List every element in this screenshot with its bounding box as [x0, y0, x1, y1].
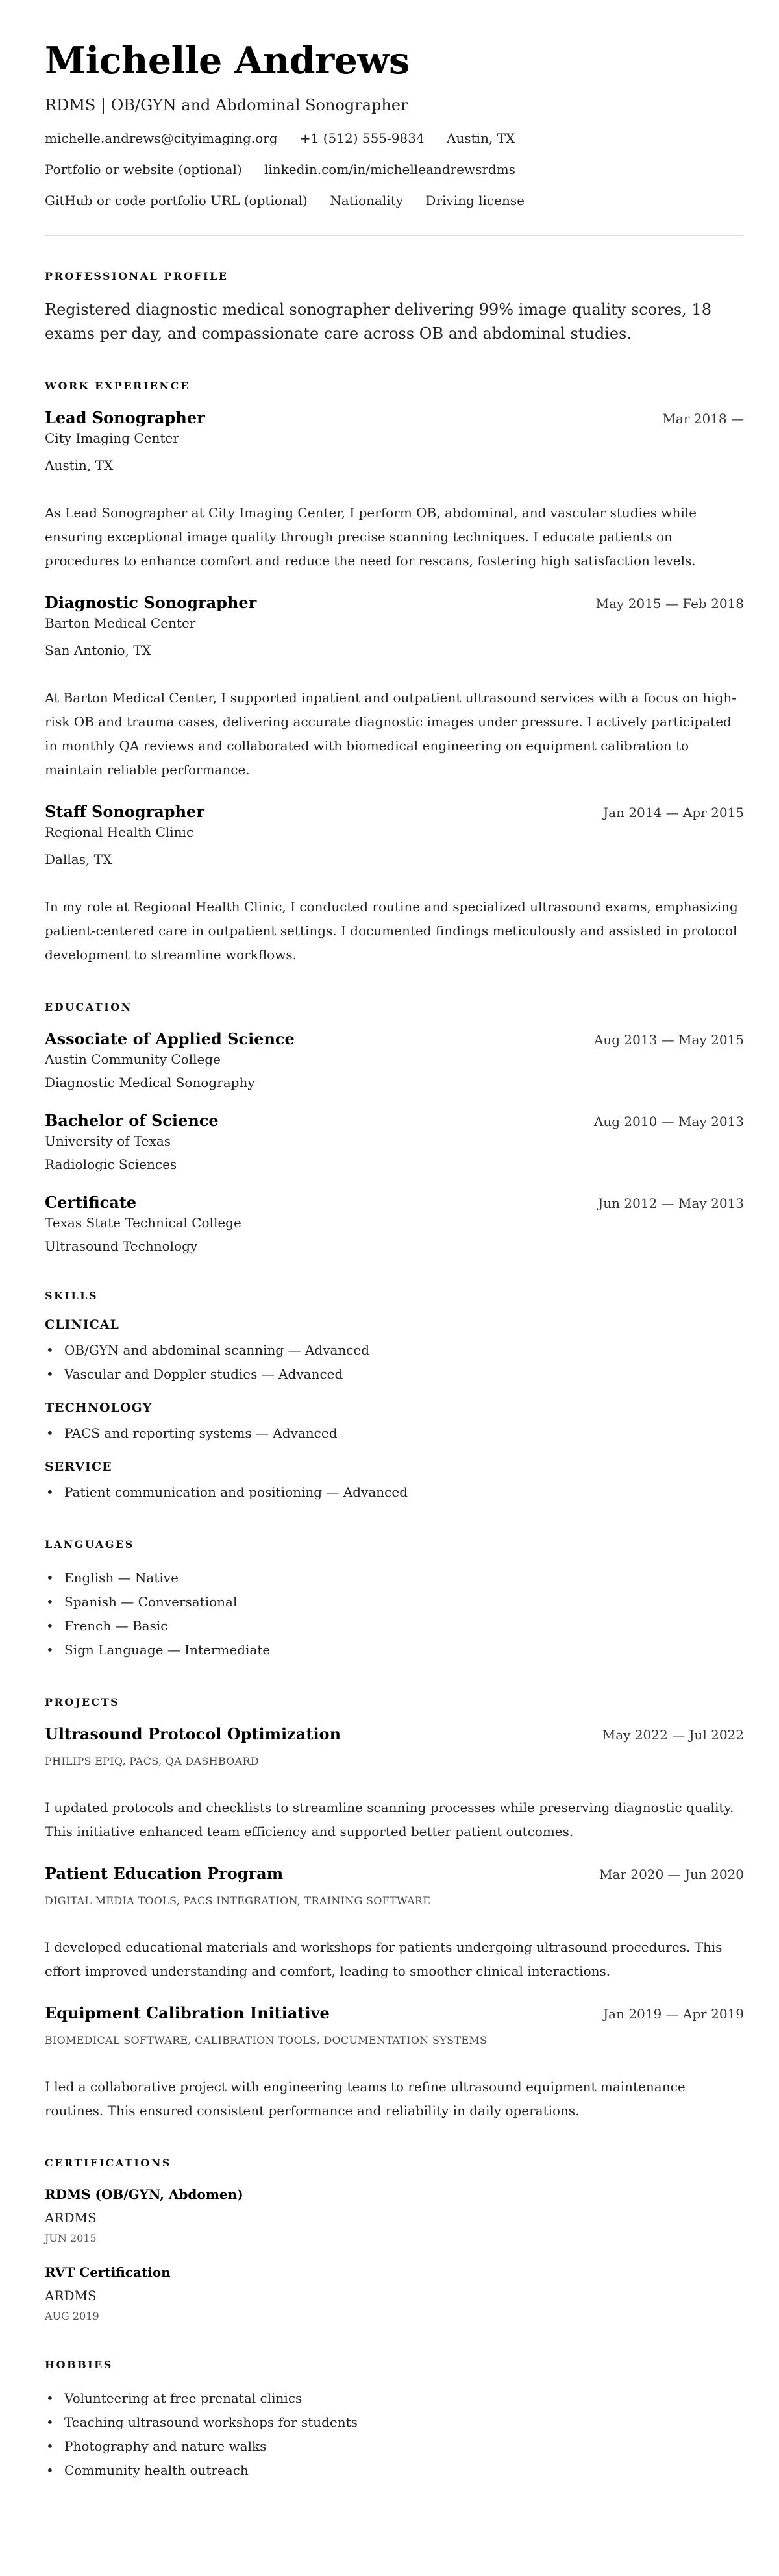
certifications-section	[45, 2157, 744, 2325]
education-entry	[45, 1192, 744, 1256]
entry-header	[45, 2003, 744, 2024]
section-heading: EDUCATION	[45, 1001, 132, 1013]
field-of-study: Ultrasound Technology	[45, 1238, 198, 1254]
hobbies-section	[45, 2359, 744, 2483]
hobby-item: • Photography and nature walks	[45, 2435, 744, 2459]
driving-license: Driving license	[425, 193, 525, 208]
project-description: I led a collaborative project with engineering teams to refine ultrasound equipment maintenance routines. This ensured consistent performance and reliability in daily operations.	[45, 2079, 686, 2118]
skill-category: SERVICE	[45, 1460, 112, 1474]
language-item: • Spanish — Conversational	[45, 1590, 744, 1614]
job-dates: Mar 2018 —	[662, 411, 744, 426]
projects-list	[45, 1724, 744, 2123]
certification-date: AUG 2019	[45, 2310, 99, 2322]
job-dates: Jan 2014 — Apr 2015	[603, 805, 744, 820]
project-name: Ultrasound Protocol Optimization	[45, 1724, 341, 1743]
project-name: Equipment Calibration Initiative	[45, 2004, 330, 2022]
skill-list	[45, 1480, 744, 1504]
entry-header	[45, 1863, 744, 1884]
project-dates: May 2022 — Jul 2022	[602, 1727, 744, 1743]
project-dates: Jan 2019 — Apr 2019	[603, 2006, 744, 2022]
skill-category: TECHNOLOGY	[45, 1401, 153, 1415]
contact-row	[45, 161, 744, 178]
section-heading: SKILLS	[45, 1290, 98, 1302]
company-name: Regional Health Clinic	[45, 824, 194, 840]
job-dates: May 2015 — Feb 2018	[595, 596, 744, 611]
degree: Certificate	[45, 1193, 137, 1212]
education-dates: Jun 2012 — May 2013	[598, 1196, 744, 1211]
certification-date: JUN 2015	[45, 2232, 97, 2244]
certification-issuer: ARDMS	[45, 2210, 97, 2226]
education-dates: Aug 2013 — May 2015	[593, 1032, 744, 1048]
profile-section	[45, 270, 744, 346]
languages-section	[45, 1538, 744, 1662]
contact-row	[45, 192, 744, 209]
email-link[interactable]: michelle.andrews@cityimaging.org	[45, 130, 278, 146]
job-location: Dallas, TX	[45, 852, 112, 867]
experience-entry	[45, 802, 744, 967]
job-title: Diagnostic Sonographer	[45, 593, 257, 612]
experience-section	[45, 380, 744, 967]
job-description: In my role at Regional Health Clinic, I conducted routine and specialized ultrasound exams, emphasizing patient-centered care in outpatient settings. I documented findings meticulously and assisted in protocol development to streamline workflows.	[45, 899, 738, 963]
certification-name: RDMS (OB/GYN, Abdomen)	[45, 2187, 243, 2202]
skills-list	[45, 1318, 744, 1504]
certification-name: RVT Certification	[45, 2264, 171, 2280]
contact-row	[45, 130, 744, 147]
certification-issuer: ARDMS	[45, 2288, 97, 2303]
education-dates: Aug 2010 — May 2013	[593, 1114, 744, 1129]
school-name: Texas State Technical College	[45, 1215, 241, 1231]
candidate-name: Michelle Andrews	[45, 39, 410, 82]
project-description: I developed educational materials and workshops for patients undergoing ultrasound procedures. This effort improved understanding and comfort, leading to smoother clinical interactions.	[45, 1939, 723, 1979]
projects-section	[45, 1696, 744, 2123]
project-tech: PHILIPS EPIQ, PACS, QA DASHBOARD	[45, 1755, 259, 1767]
skill-item: • Vascular and Doppler studies — Advanced	[45, 1362, 744, 1386]
section-heading: HOBBIES	[45, 2359, 113, 2371]
hobby-item: • Volunteering at free prenatal clinics	[45, 2386, 744, 2410]
header-divider	[45, 235, 744, 236]
project-entry	[45, 1863, 744, 1983]
education-list	[45, 1029, 744, 1256]
degree: Bachelor of Science	[45, 1111, 219, 1130]
portfolio-link[interactable]: Portfolio or website (optional)	[45, 162, 242, 177]
experience-entry	[45, 593, 744, 782]
profile-text: Registered diagnostic medical sonographer delivering 99% image quality scores, 18 exams per day, and compassionate care across OB and abdominal studies.	[45, 301, 711, 343]
skill-category: CLINICAL	[45, 1318, 119, 1332]
education-entry	[45, 1110, 744, 1174]
languages-list	[45, 1566, 744, 1662]
hobby-item: • Teaching ultrasound workshops for students	[45, 2410, 744, 2435]
school-name: University of Texas	[45, 1133, 171, 1149]
project-description: I updated protocols and checklists to streamline scanning processes while preserving diagnostic quality. This initiative enhanced team efficiency and supported better patient outcomes.	[45, 1800, 734, 1839]
certification-entry	[45, 2263, 744, 2325]
hobby-item: • Community health outreach	[45, 2459, 744, 2483]
section-heading: LANGUAGES	[45, 1538, 134, 1551]
certifications-list	[45, 2185, 744, 2325]
degree: Associate of Applied Science	[45, 1029, 295, 1048]
entry-header	[45, 1110, 744, 1131]
skill-item: • Patient communication and positioning — Advanced	[45, 1480, 744, 1504]
field-of-study: Radiologic Sciences	[45, 1157, 177, 1172]
hobbies-list	[45, 2386, 744, 2483]
entry-header	[45, 593, 744, 613]
section-heading: WORK EXPERIENCE	[45, 380, 190, 392]
project-name: Patient Education Program	[45, 1864, 284, 1883]
entry-header	[45, 408, 744, 428]
entry-header	[45, 802, 744, 822]
language-item: • English — Native	[45, 1566, 744, 1590]
language-item: • French — Basic	[45, 1614, 744, 1638]
location: Austin, TX	[447, 130, 515, 146]
education-entry	[45, 1029, 744, 1092]
skill-item: • PACS and reporting systems — Advanced	[45, 1421, 744, 1445]
certification-entry	[45, 2185, 744, 2247]
company-name: City Imaging Center	[45, 430, 179, 446]
job-description: At Barton Medical Center, I supported inpatient and outpatient ultrasound services with a focus on high-risk OB and trauma cases, delivering accurate diagnostic images under pressure. I actively participated in monthly QA reviews and collaborated with biomedical engineering on equipment calibration to maintain reliable performance.	[45, 690, 736, 778]
project-tech: BIOMEDICAL SOFTWARE, CALIBRATION TOOLS, DOCUMENTATION SYSTEMS	[45, 2034, 488, 2046]
entry-header	[45, 1029, 744, 1049]
github-link[interactable]: GitHub or code portfolio URL (optional)	[45, 193, 308, 208]
entry-header	[45, 1724, 744, 1745]
company-name: Barton Medical Center	[45, 615, 196, 631]
skill-item: • OB/GYN and abdominal scanning — Advanced	[45, 1338, 744, 1362]
project-entry	[45, 2003, 744, 2123]
language-item: • Sign Language — Intermediate	[45, 1638, 744, 1662]
entry-header	[45, 1192, 744, 1213]
skill-list	[45, 1421, 744, 1445]
phone: +1 (512) 555-9834	[299, 130, 425, 146]
project-tech: DIGITAL MEDIA TOOLS, PACS INTEGRATION, TRAINING SOFTWARE	[45, 1895, 431, 1907]
section-heading: PROJECTS	[45, 1696, 120, 1708]
section-heading: CERTIFICATIONS	[45, 2157, 171, 2169]
experience-list	[45, 408, 744, 967]
job-title: Lead Sonographer	[45, 408, 205, 427]
candidate-title: RDMS | OB/GYN and Abdominal Sonographer	[45, 96, 408, 114]
job-location: San Antonio, TX	[45, 643, 151, 658]
experience-entry	[45, 408, 744, 573]
project-dates: Mar 2020 — Jun 2020	[599, 1867, 744, 1882]
school-name: Austin Community College	[45, 1051, 221, 1067]
job-location: Austin, TX	[45, 458, 114, 473]
field-of-study: Diagnostic Medical Sonography	[45, 1075, 255, 1090]
job-title: Staff Sonographer	[45, 802, 204, 821]
skills-section	[45, 1290, 744, 1504]
education-section	[45, 1001, 744, 1256]
job-description: As Lead Sonographer at City Imaging Center, I perform OB, abdominal, and vascular studies while ensuring exceptional image quality through precise scanning techniques. I educate patients on procedures to enhance comfort and reduce the need for rescans, fostering high satisfaction levels.	[45, 505, 697, 569]
nationality: Nationality	[330, 193, 404, 208]
linkedin-link[interactable]: linkedin.com/in/michelleandrewsrdms	[264, 162, 515, 177]
skill-list	[45, 1338, 744, 1386]
resume-header	[45, 40, 744, 209]
section-heading: PROFESSIONAL PROFILE	[45, 270, 229, 282]
project-entry	[45, 1724, 744, 1844]
